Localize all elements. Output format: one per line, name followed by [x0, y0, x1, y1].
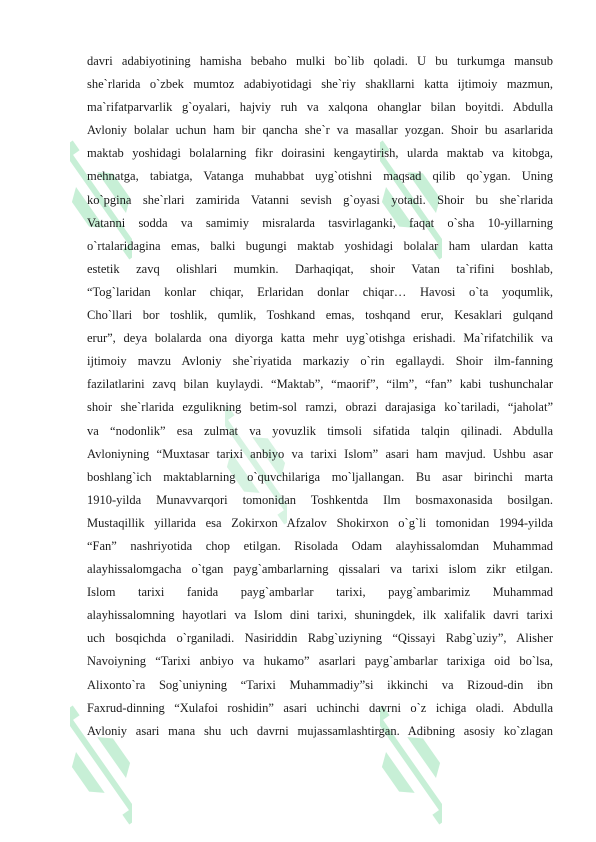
text-line: alayhissalomning hayotlari va Islom dini tarixi, shuningdek, ilk xalifalik davri tarixi: [87, 608, 553, 623]
text-line: “Fan” nashriyotida chop etilgan. Risolada Odam alayhissalomdan Muhammad: [87, 538, 553, 553]
text-line: “Tog`laridan konlar chiqar, Erlaridan donlar chiqar… Havosi o`ta yoqumlik,: [87, 284, 553, 299]
text-line: estetik zavq olishlari mumkin. Darhaqiqat, shoir Vatan ta`rifini boshlab,: [87, 261, 553, 276]
text-line: o`rtalaridagina emas, balki bugungi maktab yoshidagi bolalar ham ulardan katta: [87, 238, 553, 253]
text-line: maktab yoshidagi bolalarning fikr doirasini kengaytirish, ularda maktab va kitobga,: [87, 146, 553, 161]
text-line: 1910-yilda Munavvarqori tomonidan Toshkentda Ilm bosmaxonasida bosilgan.: [87, 492, 553, 507]
text-line: va “nodonlik” esa zulmat va yovuzlik timsoli sifatida talqin qilinadi. Abdulla: [87, 423, 553, 438]
text-line: she`rlarida o`zbek mumtoz adabiyotidagi she`riy shakllarni katta ijtimoiy mazmun,: [87, 77, 553, 92]
text-line: Navoiyning “Tarixi anbiyo va hukamo” asarlari payg`ambarlar tarixiga oid bo`lsa,: [87, 654, 553, 669]
text-line: ijtimoiy mavzu Avloniy she`riyatida markaziy o`rin egallaydi. Shoir ilm-fanning: [87, 354, 553, 369]
text-line: davri adabiyotining hamisha bebaho mulki bo`lib qoladi. U bu turkumga mansub: [87, 54, 553, 68]
text-line: shoir she`rlarida ezgulikning betim-sol ramzi, obrazi darajasiga ko`tariladi, “jaholat”: [87, 400, 553, 415]
text-line: erur”, deya bolalarda ona diyorga katta mehr uyg`otishga erishadi. Ma`rifatchilik va: [87, 331, 553, 346]
text-line: Cho`llari bor toshlik, qumlik, Toshkand emas, toshqand erur, Kesaklari gulqand: [87, 308, 553, 323]
text-line: Vatanni sodda va samimiy misralarda tasvirlaganki, faqat o`sha 10-yillarning: [87, 215, 553, 230]
text-line: alayhissalomgacha o`tgan payg`ambarlarning qissalari va tarixi islom zikr etilgan.: [87, 562, 553, 577]
body-paragraph: [87, 50, 553, 743]
text-line: boshlang`ich maktablarning o`quvchilariga mo`ljallangan. Bu asar birinchi marta: [87, 469, 553, 484]
text-line: ko`pgina she`rlari zamirida Vatanni sevish g`oyasi yotadi. Shoir bu she`rlarida: [87, 192, 553, 207]
text-line: mehnatga, tabiatga, Vatanga muhabbat uyg`otishni maqsad qilib qo`ygan. Uning: [87, 169, 553, 184]
text-line: Faxrud-dinning “Xulafoi roshidin” asari uchinchi davrni o`z ichiga oladi. Abdulla: [87, 700, 553, 715]
text-line: ma`rifatparvarlik g`oyalari, hajviy ruh va xalqona ohanglar bilan boyitdi. Abdulla: [87, 100, 553, 115]
text-line: Alixonto`ra Sog`uniyning “Tarixi Muhammadiy”si ikkinchi va Rizoud-din ibn: [87, 677, 553, 692]
text-line: Avloniyning “Muxtasar tarixi anbiyo va tarixi Islom” asari ham mavjud. Ushbu asar: [87, 446, 553, 461]
text-line: uch bosqichda o`rganiladi. Nasiriddin Rabg`uziyning “Qissayi Rabg`uziy”, Alisher: [87, 631, 553, 646]
text-line: Avloniy asari mana shu uch davrni mujassamlashtirgan. Adibning asosiy ko`zlagan: [87, 723, 553, 738]
text-line: Islom tarixi fanida payg`ambarlar tarixi, payg`ambarimiz Muhammad: [87, 585, 553, 600]
text-line: Mustaqillik yillarida esa Zokirxon Afzalov Shokirxon o`g`li tomonidan 1994-yilda: [87, 515, 553, 530]
text-line: fazilatlarini zavq bilan kuylaydi. “Maktab”, “maorif”, “ilm”, “fan” kabi tushunchalar: [87, 377, 553, 392]
text-line: Avloniy bolalar uchun ham bir qancha she`r va masallar yozgan. Shoir bu asarlarida: [87, 123, 553, 138]
